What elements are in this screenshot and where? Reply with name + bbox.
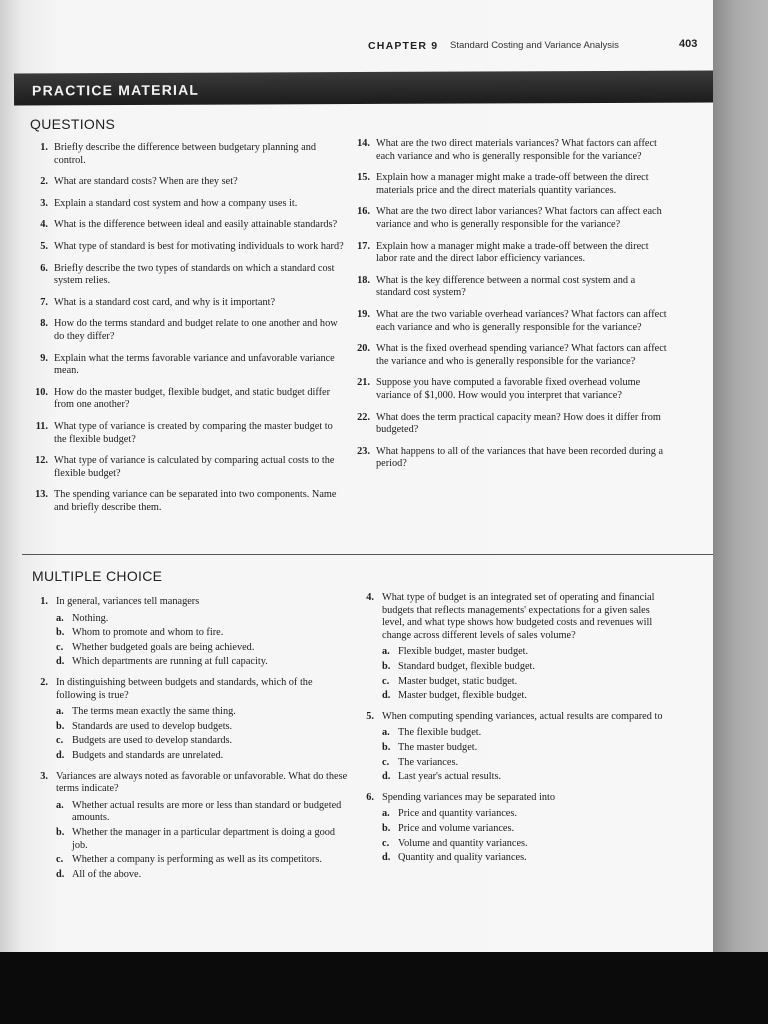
mc-option-letter: b. — [382, 660, 391, 672]
mc-option-letter: d. — [56, 868, 65, 880]
mc-option-text: Master budget, static budget. — [398, 675, 518, 687]
question-number: 9. — [40, 352, 48, 364]
question-text: What is the key difference between a normal cost system and a standard cost system? — [376, 274, 636, 299]
question-text: Explain a standard cost system and how a company uses it. — [54, 197, 298, 209]
mc-option — [380, 838, 672, 851]
mc-option — [380, 690, 672, 703]
question-text: How do the master budget, flexible budget, and static budget differ from one another? — [54, 386, 331, 411]
mc-option-text: Standards are used to develop budgets. — [72, 720, 233, 732]
question-number: 7. — [40, 296, 48, 308]
mc-option-letter: a. — [382, 646, 390, 658]
mc-option — [54, 656, 350, 669]
mc-option — [54, 706, 350, 719]
question-number: 11. — [35, 420, 48, 432]
mc-question-stem: What type of budget is an integrated set of operating and financial budgets that reflects managements' expectations for a given sales level, and what type shows how budgeted costs and revenues will change across different levels of sales volume? — [382, 592, 655, 641]
mc-option-text: Which departments are running at full capacity. — [72, 656, 268, 668]
mc-option — [54, 721, 350, 734]
question-text: Briefly describe the two types of standards on which a standard cost system relies. — [54, 262, 335, 287]
mc-question — [34, 771, 350, 882]
banner-title: PRACTICE MATERIAL — [31, 81, 200, 99]
mc-option-letter: c. — [382, 837, 390, 849]
question-text: What happens to all of the variances that have been recorded during a period? — [376, 445, 664, 470]
mc-option — [54, 735, 350, 748]
mc-option — [380, 646, 672, 659]
question-number: 23. — [357, 445, 370, 457]
mc-option-text: Whether a company is performing as well as its competitors. — [72, 854, 322, 866]
mc-question — [360, 592, 672, 703]
mc-option-letter: d. — [56, 749, 65, 761]
mc-right-column — [360, 592, 672, 873]
questions-right-column — [352, 138, 670, 480]
section-divider — [22, 554, 722, 555]
question-number: 14. — [357, 138, 370, 149]
mc-option-text: Whether the manager in a particular department is doing a good job. — [72, 826, 336, 851]
chapter-label: CHAPTER 9 — [368, 40, 439, 52]
mc-question — [34, 677, 350, 763]
questions-left-column — [30, 142, 346, 523]
mc-option-text: Whether actual results are more or less than standard or budgeted amounts. — [72, 799, 342, 824]
mc-option-letter: c. — [56, 735, 64, 747]
mc-option — [54, 642, 350, 655]
mc-question-stem: In distinguishing between budgets and standards, which of the following is true? — [56, 676, 313, 701]
question-number: 4. — [40, 219, 48, 231]
mc-option — [54, 800, 350, 825]
question-text: How do the terms standard and budget relate to one another and how do they differ? — [54, 318, 338, 342]
question-text: What is the fixed overhead spending variance? What factors can affect the variance and who is generally responsible for the variance? — [376, 343, 667, 367]
mc-option-text: The flexible budget. — [398, 727, 482, 739]
mc-option — [380, 742, 672, 755]
mc-option — [54, 854, 350, 867]
mc-option-text: Budgets are used to develop standards. — [72, 735, 233, 747]
question-item — [30, 353, 346, 378]
question-item — [352, 412, 670, 437]
mc-option-text: Quantity and quality variances. — [398, 852, 527, 864]
question-item — [30, 489, 346, 514]
question-item — [30, 455, 346, 480]
mc-option — [380, 823, 672, 836]
mc-option — [380, 852, 672, 865]
mc-option-letter: c. — [382, 675, 390, 687]
question-number: 15. — [357, 172, 370, 184]
chapter-subtitle: Standard Costing and Variance Analysis — [450, 40, 619, 51]
mc-option-text: The master budget. — [398, 741, 478, 753]
mc-question-stem: In general, variances tell managers — [56, 596, 200, 607]
mc-option-letter: d. — [382, 771, 391, 783]
mc-option-text: Master budget, flexible budget. — [398, 690, 527, 702]
question-text: What are the two direct materials variances? What factors can affect each variance and who is generally responsible for the variance? — [376, 138, 657, 162]
question-number: 5. — [40, 240, 48, 252]
question-text: What type of variance is calculated by comparing actual costs to the flexible budget? — [54, 455, 335, 479]
mc-option — [380, 661, 672, 674]
question-text: What type of variance is created by comparing the master budget to the flexible budget? — [54, 420, 333, 445]
question-text: Explain what the terms favorable variance and unfavorable variance mean. — [54, 352, 335, 377]
running-header — [0, 38, 700, 54]
mc-option-letter: a. — [382, 808, 390, 820]
mc-option-letter: b. — [56, 720, 65, 732]
mc-option-letter: d. — [56, 656, 65, 668]
mc-question-number: 5. — [366, 710, 374, 722]
mc-option — [54, 613, 350, 626]
question-text: What does the term practical capacity mean? How does it differ from budgeted? — [376, 411, 661, 436]
question-item — [30, 219, 346, 232]
mc-option — [54, 750, 350, 763]
mc-question-number: 3. — [40, 770, 48, 782]
question-item — [352, 172, 670, 197]
question-item — [352, 377, 670, 402]
mc-question — [360, 711, 672, 784]
mc-option-text: Volume and quantity variances. — [398, 837, 528, 849]
question-number: 13. — [35, 489, 48, 501]
questions-heading: QUESTIONS — [30, 116, 116, 132]
mc-option-text: Budgets and standards are unrelated. — [72, 749, 224, 761]
question-text: The spending variance can be separated into two components. Name and briefly describe them. — [54, 489, 337, 513]
mc-option-text: Nothing. — [72, 612, 109, 624]
question-item — [352, 206, 670, 231]
page-number: 403 — [679, 38, 698, 50]
question-text: What type of standard is best for motivating individuals to work hard? — [54, 240, 344, 252]
question-text: What are standard costs? When are they set? — [54, 176, 238, 188]
question-number: 3. — [40, 197, 48, 209]
question-item — [30, 297, 346, 310]
mc-option — [380, 727, 672, 740]
question-text: Explain how a manager might make a trade-off between the direct labor rate and the direct labor efficiency variances. — [376, 240, 649, 265]
mc-option — [54, 869, 350, 882]
practice-material-banner — [14, 70, 714, 105]
question-number: 18. — [357, 274, 370, 286]
mc-option-letter: b. — [382, 741, 391, 753]
mc-question — [360, 792, 672, 865]
mc-option-text: Whether budgeted goals are being achieved. — [72, 641, 255, 653]
mc-option-text: Whom to promote and whom to fire. — [72, 627, 224, 639]
mc-option-letter: a. — [56, 799, 64, 811]
mc-option-letter: c. — [56, 854, 64, 866]
mc-option-text: The terms mean exactly the same thing. — [72, 706, 236, 718]
question-item — [352, 241, 670, 266]
mc-question-number: 6. — [366, 791, 374, 803]
question-item — [30, 176, 346, 189]
question-number: 16. — [357, 206, 370, 218]
question-item — [30, 263, 346, 288]
question-number: 20. — [357, 343, 370, 355]
question-item — [30, 198, 346, 211]
question-item — [352, 309, 670, 334]
question-text: What is the difference between ideal and easily attainable standards? — [54, 219, 338, 231]
mc-option — [380, 676, 672, 689]
question-text: Briefly describe the difference between budgetary planning and control. — [54, 142, 316, 166]
mc-question-number: 1. — [40, 596, 48, 607]
question-number: 10. — [35, 386, 48, 398]
question-item — [30, 142, 346, 167]
mc-option-letter: d. — [382, 852, 391, 864]
mc-option-letter: d. — [382, 690, 391, 702]
mc-option-letter: b. — [382, 822, 391, 834]
question-number: 21. — [357, 377, 370, 389]
mc-option — [54, 827, 350, 852]
question-item — [30, 421, 346, 446]
question-item — [352, 138, 670, 163]
mc-option-letter: b. — [56, 826, 65, 838]
mc-option-letter: c. — [382, 756, 390, 768]
mc-option-text: Flexible budget, master budget. — [398, 646, 529, 658]
mc-option-letter: c. — [56, 641, 64, 653]
mc-option-text: Price and volume variances. — [398, 822, 515, 834]
mc-option — [380, 808, 672, 821]
mc-option-text: The variances. — [398, 756, 459, 768]
question-number: 19. — [357, 308, 370, 320]
question-item — [30, 318, 346, 343]
mc-question-stem: Variances are always noted as favorable or unfavorable. What do these terms indicate? — [56, 770, 348, 795]
mc-option-text: All of the above. — [72, 868, 142, 880]
mc-question-number: 4. — [366, 592, 374, 603]
mc-option — [380, 757, 672, 770]
question-item — [352, 343, 670, 368]
question-item — [30, 387, 346, 412]
question-item — [352, 275, 670, 300]
question-text: What are the two direct labor variances? What factors can affect each variance and who is generally responsible for the variance? — [376, 206, 662, 230]
mc-question-stem: Spending variances may be separated into — [382, 791, 555, 803]
book-spine-shadow — [713, 0, 768, 952]
question-item — [30, 241, 346, 254]
mc-option — [380, 771, 672, 784]
question-number: 1. — [40, 142, 48, 153]
multiple-choice-heading: MULTIPLE CHOICE — [32, 568, 163, 584]
question-text: What are the two variable overhead variances? What factors can affect each variance and who is generally responsible for the variance? — [376, 308, 667, 333]
question-number: 17. — [357, 240, 370, 252]
mc-option-text: Last year's actual results. — [398, 771, 502, 783]
mc-option — [54, 627, 350, 640]
question-number: 12. — [35, 455, 48, 467]
question-number: 8. — [40, 318, 48, 330]
mc-option-letter: a. — [56, 706, 64, 718]
mc-question-stem: When computing spending variances, actual results are compared to — [382, 710, 663, 722]
question-number: 6. — [40, 262, 48, 274]
mc-option-letter: a. — [56, 612, 64, 624]
mc-option-letter: b. — [56, 627, 65, 639]
question-number: 22. — [357, 411, 370, 423]
mc-option-text: Standard budget, flexible budget. — [398, 660, 535, 672]
mc-left-column — [34, 596, 350, 889]
question-number: 2. — [40, 176, 48, 188]
question-text: Explain how a manager might make a trade-off between the direct materials price and the direct materials quantity variances. — [376, 172, 649, 196]
question-text: Suppose you have computed a favorable fixed overhead volume variance of $1,000. How would you interpret that variance? — [376, 377, 641, 401]
mc-question — [34, 596, 350, 669]
mc-option-text: Price and quantity variances. — [398, 808, 517, 820]
question-text: What is a standard cost card, and why is it important? — [54, 296, 276, 308]
mc-question-number: 2. — [40, 676, 48, 688]
mc-option-letter: a. — [382, 727, 390, 739]
question-item — [352, 446, 670, 471]
